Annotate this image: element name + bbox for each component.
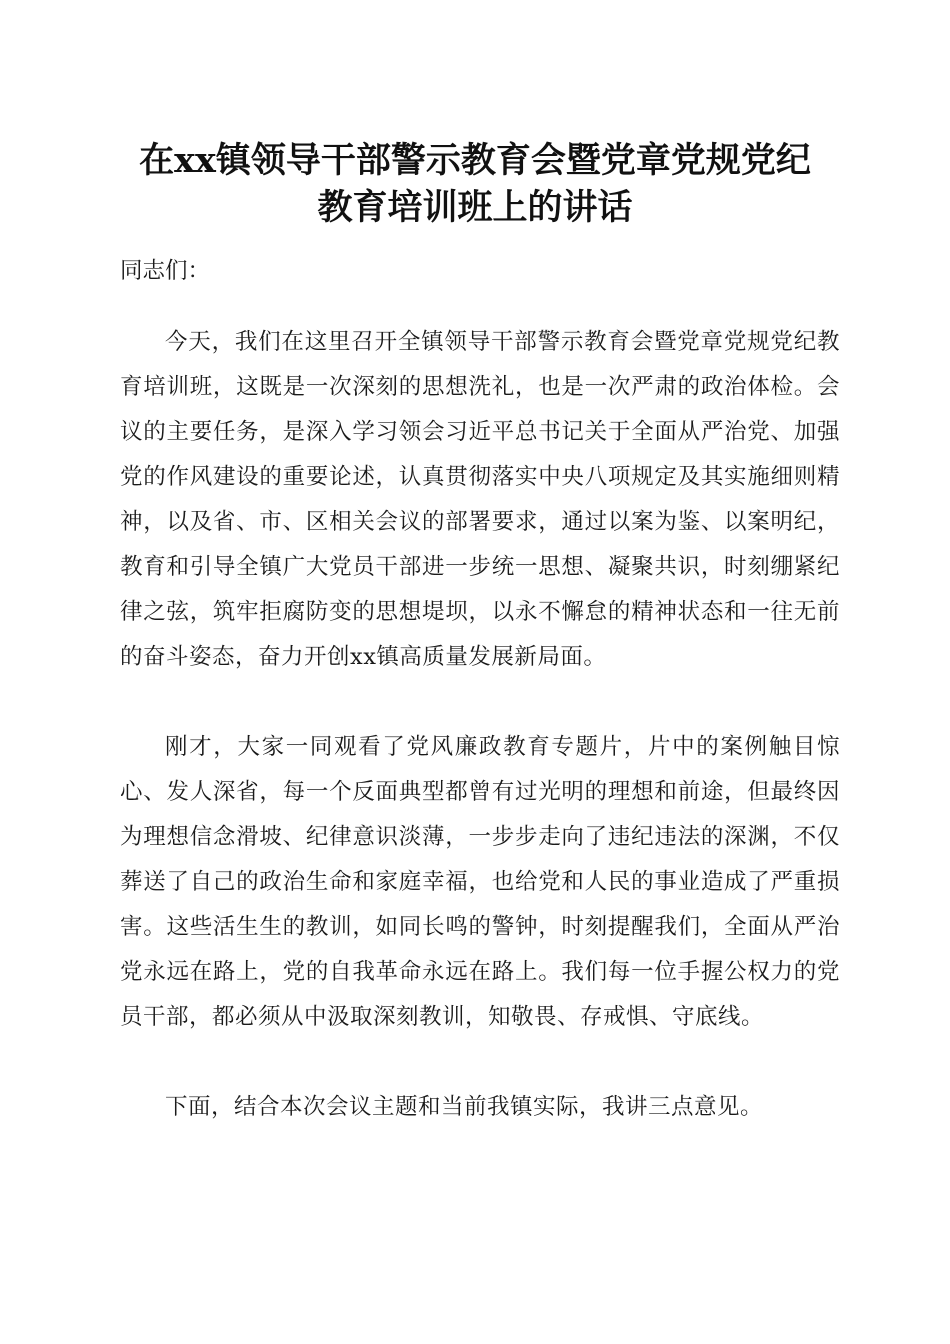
paragraph-1: 今天，我们在这里召开全镇领导干部警示教育会暨党章党规党纪教育培训班，这既是一次深刻的思想洗礼，也是一次严肃的政治体检。会议的主要任务，是深入学习领会习近平总书记关于全面从严治党、加强党的作风建设的重要论述，认真贯彻落实中央八项规定及其实施细则精神，以及省、市、区相关会议的部署要求，通过以案为鉴、以案明纪，教育和引导全镇广大党员干部进一步统一思想、凝聚共识，时刻绷紧纪律之弦，筑牢拒腐防变的思想堤坝，以永不懈怠的精神状态和一往无前的奋斗姿态，奋力开创xx镇高质量发展新局面。	[120, 329, 840, 670]
document-title-line-2: 教育培训班上的讲话	[317, 187, 633, 228]
document-title-line-1: 在xx镇领导干部警示教育会暨党章党规党纪	[139, 140, 811, 181]
salutation: 同志们：	[120, 258, 211, 284]
paragraph-3: 下面，结合本次会议主题和当前我镇实际，我讲三点意见。	[165, 1094, 764, 1120]
paragraph-2: 刚才，大家一同观看了党风廉政教育专题片，片中的案例触目惊心、发人深省，每一个反面典型都曾有过光明的理想和前途，但最终因为理想信念滑坡、纪律意识淡薄，一步步走向了违纪违法的深渊，不仅葬送了自己的政治生命和家庭幸福，也给党和人民的事业造成了严重损害。这些活生生的教训，如同长鸣的警钟，时刻提醒我们，全面从严治党永远在路上，党的自我革命永远在路上。我们每一位手握公权力的党员干部，都必须从中汲取深刻教训，知敬畏、存戒惧、守底线。	[120, 734, 840, 1030]
